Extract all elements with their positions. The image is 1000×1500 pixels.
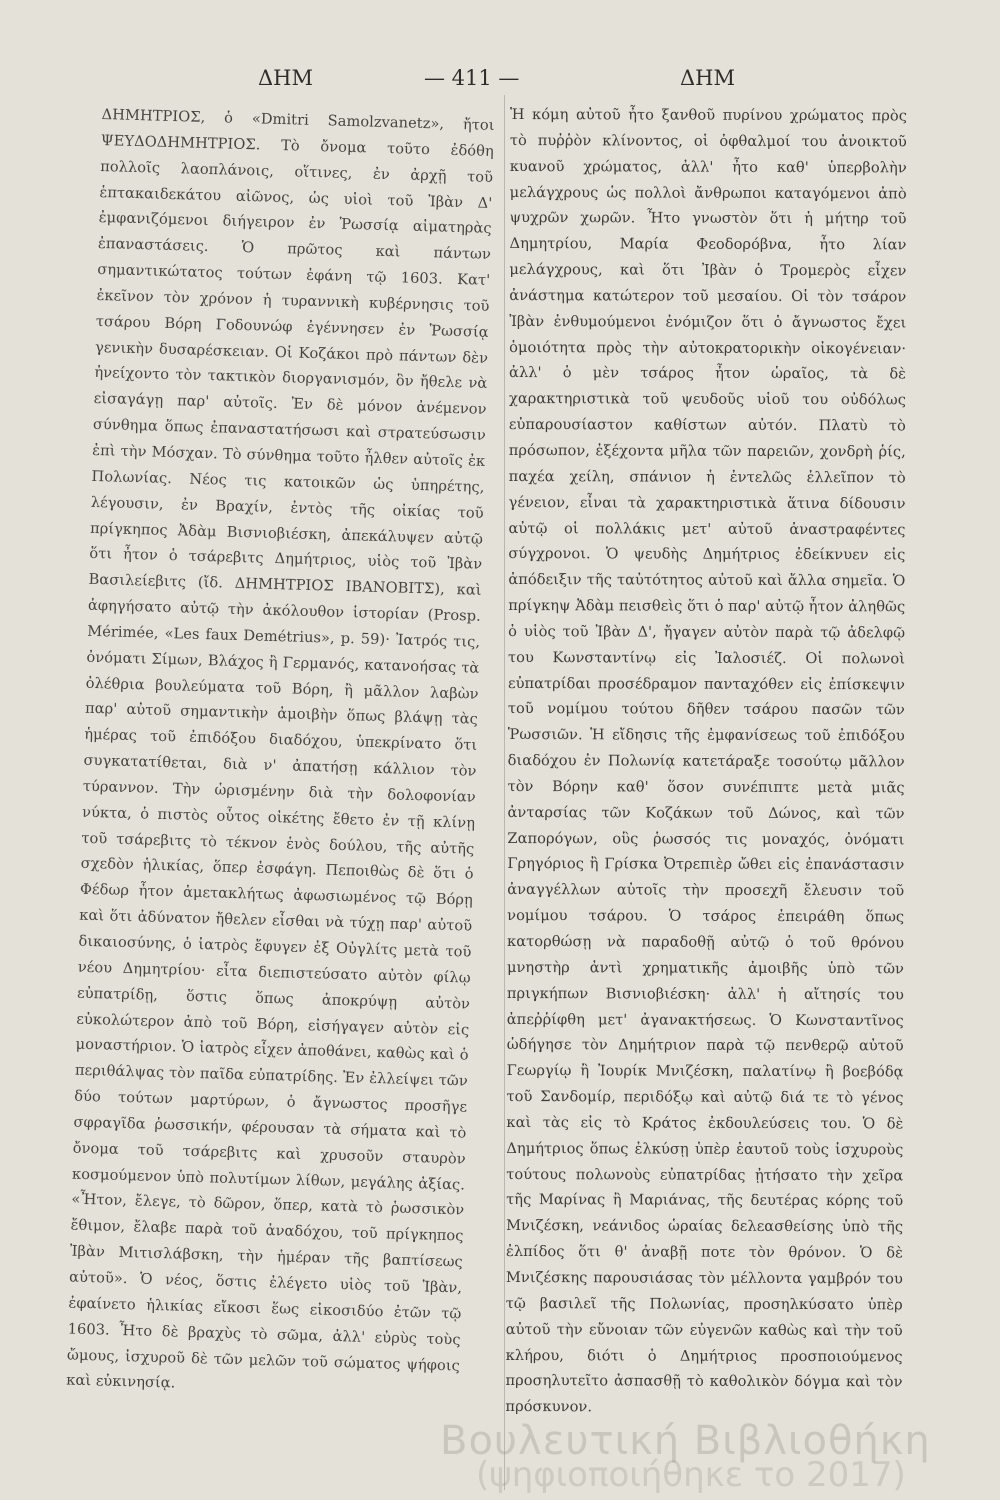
text-column-right: Ἡ κόμη αὐτοῦ ἦτο ξανθοῦ πυρίνου χρώματος πρὸς τὸ πυῤῥὸν κλίνοντος, οἱ ὀφθαλμοί του ἀνοικτοῦ κυανοῦ χρώματος, ἀλλ' ἦτο καθ' ὑπερβολὴν μελάγχρους ὡς πολλοὶ ἄνθρωποι καταγόμενοι ἀπὸ ψυχρῶν χωρῶν. Ἦτο γνωστὸν ὅτι ἡ μήτηρ τοῦ Δημητρίου, Μαρία Φεοδορόβνα, ἦτο λίαν μελάγχρους, καὶ ὅτι Ἰβὰν ὁ Τρομερὸς εἶχεν ἀνάστημα κατώτερον τοῦ μεσαίου. Οἱ τὸν τσάρον Ἰβὰν ἐνθυμούμενοι ἐνόμιζον ὅτι ὁ ἄγνωστος ἔχει ὁμοιότητα πρὸς τὴν αὐτοκρατορικὴν οἰκογένειαν· ἀλλ' ὁ μὲν τσάρος ἦτον ὡραῖος, τὰ δὲ χαρακτηριστικὰ τοῦ ψευδοῦς υἱοῦ του οὐδόλως εὐπαρουσίαστον καθίστων αὐτόν. Πλατὺ τὸ πρόσωπον, ἐξέχοντα μῆλα τῶν παρειῶν, χονδρὴ ῥίς, παχέα χείλη, σπάνιον ἡ ἐντελῶς ἐλλεῖπον τὸ γένειον, εἶναι τὰ χαρακτηριστικὰ ἅτινα δίδουσιν αὐτῷ οἱ πολλάκις μετ' αὐτοῦ ἀναστραφέντες σύγχρονοι. Ὁ ψευδὴς Δημήτριος ἐδείκνυεν εἰς ἀπόδειξιν τῆς ταὐτότητος αὐτοῦ καὶ ἄλλα σημεῖα. Ὁ πρίγκηψ Ἀδὰμ πεισθεὶς ὅτι ὁ παρ' αὐτῷ ἦτον ἀληθῶς ὁ υἱὸς τοῦ Ἰβὰν Δ', ἤγαγεν αὐτὸν παρὰ τῷ ἀδελφῷ του Κωνσταντίνῳ εἰς Ἰαλοσιέζ. Οἱ πολωνοὶ εὐπατρίδαι προσέδραμον πανταχόθεν εἰς ἐπίσκεψιν τοῦ νομίμου τούτου δῆθεν τσάρου πασῶν τῶν Ῥωσσιῶν. Ἡ εἴδησις τῆς ἐμφανίσεως τοῦ ἐπιδόξου διαδόχου ἐν Πολωνίᾳ κατετάραξε τοσούτῳ μᾶλλον τὸν Βόρην καθ' ὅσον συνέπιπτε μετὰ μιᾶς ἀνταρσίας τῶν Κοζάκων τοῦ Δώνος, καὶ τῶν Ζαπορόγων, οὓς ῥωσσός τις μοναχός, ὀνόματι Γρηγόριος ἢ Γρίσκα Ὀτρεπιὲρ ὤθει εἰς ἐπανάστασιν ἀναγγέλλων αὐτοῖς τὴν προσεχῆ ἔλευσιν τοῦ νομίμου τσάρου. Ὁ τσάρος ἐπειράθη ὅπως κατορθώσῃ νὰ παραδοθῇ αὐτῷ ὁ τοῦ θρόνου μνηστὴρ ἀντὶ χρηματικῆς ἀμοιβῆς ὑπὸ τῶν πριγκήπων Βισνιοβιέσκη· ἀλλ' ἡ αἴτησίς του ἀπεῤῥίφθη μετ' ἀγανακτήσεως. Ὁ Κωνσταντῖνος ὡδήγησε τὸν Δημήτριον παρὰ τῷ πενθερῷ αὐτοῦ Γεωργίῳ ἢ Ἰουρίκ Μνιζέσκη, παλατίνῳ ἢ βοεβόδᾳ τοῦ Σανδομίρ, περιδόξῳ καὶ αὐτῷ διά τε τὸ γένος καὶ τὰς εἰς τὸ Κράτος ἐκδουλεύσεις του. Ὁ δὲ Δημήτριος ὅπως ἑλκύσῃ ὑπὲρ ἑαυτοῦ τοὺς ἰσχυροὺς τούτους πολωνοὺς εὐπατρίδας ᾐτήσατο τὴν χεῖρα τῆς Μαρίνας ἢ Μαριάνας, τῆς δευτέρας κόρης τοῦ Μνιζέσκη, νεάνιδος ὡραίας δελεασθείσης ὑπὸ τῆς ἐλπίδος ὅτι θ' ἀναβῇ ποτε τὸν θρόνον. Ὁ δὲ Μνιζέσκης παρουσιάσας τὸν μέλλοντα γαμβρόν του τῷ βασιλεῖ τῆς Πολωνίας, προσηλκύσατο ὑπὲρ αὐτοῦ τὴν εὔνοιαν τῶν εὐγενῶν καθὼς καὶ τὴν τοῦ κλήρου, διότι ὁ Δημήτριος προσποιούμενος προσηλυτεῖτο ἀσπασθῇ τὸ καθολικὸν δόγμα καὶ τὸν πρόσκυνον. [505,105,907,1416]
text-column-left: ΔΗΜΗΤΡΙΟΣ, ὁ «Dmitri Samolzvanetz», ἤτοι ΨΕΥΔΟΔΗΜΗΤΡΙΟΣ. Τὸ ὄνομα τοῦτο ἐδόθη πολλοῖς λαοπλάνοις, οἵτινες, ἐν ἀρχῇ τοῦ ἑπτακαιδεκάτου αἰῶνος, ὡς υἱοὶ τοῦ Ἰβὰν Δ' ἐμφανιζόμενοι διήγειρον ἐν Ῥωσσίᾳ αἱματηρὰς ἐπαναστάσεις. Ὁ πρῶτος καὶ πάντων σημαντικώτατος τούτων ἐφάνη τῷ 1603. Κατ' ἐκεῖνον τὸν χρόνον ἡ τυραννικὴ κυβέρνησις τοῦ τσάρου Βόρη Γοδουνώφ ἐγέννησεν ἐν Ῥωσσίᾳ γενικὴν δυσαρέσκειαν. Οἱ Κοζάκοι πρὸ πάντων δὲν ἠνείχοντο τὸν τακτικὸν διοργανισμόν, ὃν ἤθελε νὰ εἰσαγάγῃ παρ' αὐτοῖς. Ἐν δὲ μόνον ἀνέμενον σύνθημα ὅπως ἐπαναστατήσωσι καὶ στρατεύσωσιν ἐπὶ τὴν Μόσχαν. Τὸ σύνθημα τοῦτο ἦλθεν αὐτοῖς ἐκ Πολωνίας. Νέος τις κατοικῶν ὡς ὑπηρέτης, λέγουσιν, ἐν Βραχίν, ἐντὸς τῆς οἰκίας τοῦ πρίγκηπος Ἀδὰμ Βισνιοβιέσκη, ἀπεκάλυψεν αὐτῷ ὅτι ἦτον ὁ τσάρεβιτς Δημήτριος, υἱὸς τοῦ Ἰβὰν Βασιλείεβιτς (ἴδ. ΔΗΜΗΤΡΙΟΣ ΙΒΑΝΟΒΙΤΣ), καὶ ἀφηγήσατο αὐτῷ τὴν ἀκόλουθον ἱστορίαν (Prosp. Mérimée, «Les faux Demétrius», p. 59)· Ἰατρός τις, ὀνόματι Σίμων, Βλάχος ἢ Γερμανός, κατανοήσας τὰ ὀλέθρια βουλεύματα τοῦ Βόρη, ἢ μᾶλλον λαβὼν παρ' αὐτοῦ σημαντικὴν ἀμοιβὴν ὅπως βλάψῃ τὰς ἡμέρας τοῦ ἐπιδόξου διαδόχου, ὑπεκρίνατο ὅτι συγκατατίθεται, διὰ ν' ἀπατήσῃ κάλλιον τὸν τύραννον. Τὴν ὡρισμένην διὰ τὴν δολοφονίαν νύκτα, ὁ πιστὸς οὗτος οἰκέτης ἔθετο ἐν τῇ κλίνῃ τοῦ τσάρεβιτς τὸ τέκνον ἑνὸς δούλου, τῆς αὐτῆς σχεδὸν ἡλικίας, ὅπερ ἐσφάγη. Πεποιθὼς δὲ ὅτι ὁ Φέδωρ ἦτον ἀμετακλήτως ἀφωσιωμένος τῷ Βόρῃ καὶ ὅτι ἀδύνατον ἤθελεν εἶσθαι νὰ τύχῃ παρ' αὐτοῦ δικαιοσύνης, ὁ ἰατρὸς ἔφυγεν ἐξ Οὐγλίτς μετὰ τοῦ νέου Δημητρίου· εἶτα διεπιστεύσατο αὐτὸν φίλῳ εὐπατρίδῃ, ὅστις ὅπως ἀποκρύψῃ αὐτὸν εὐκολώτερον ἀπὸ τοῦ Βόρη, εἰσήγαγεν αὐτὸν εἰς μοναστήριον. Ὁ ἰατρὸς εἶχεν ἀποθάνει, καθὼς καὶ ὁ περιθάλψας τὸν παῖδα εὐπατρίδης. Ἐν ἐλλείψει τῶν δύο τούτων μαρτύρων, ὁ ἄγνωστος προσῆγε σφραγῖδα ῥωσσικήν, φέρουσαν τὰ σήματα καὶ τὸ ὄνομα τοῦ τσάρεβιτς καὶ χρυσοῦν σταυρὸν κοσμούμενον ὑπὸ πολυτίμων λίθων, μεγάλης ἀξίας. «Ἦτον, ἔλεγε, τὸ δῶρον, ὅπερ, κατὰ τὸ ῥωσσικὸν ἔθιμον, ἔλαβε παρὰ τοῦ ἀναδόχου, τοῦ πρίγκηπος Ἰβὰν Μιτισλάβσκη, τὴν ἡμέραν τῆς βαπτίσεως αὐτοῦ». Ὁ νέος, ὅστις ἐλέγετο υἱὸς τοῦ Ἰβὰν, ἐφαίνετο ἡλικίας εἴκοσι ἕως εἰκοσιδύο ἐτῶν τῷ 1603. Ἦτο δὲ βραχὺς τὸ σῶμα, ἀλλ' εὐρὺς τοὺς ὤμους, ἰσχυροῦ δὲ τῶν μελῶν τοῦ σώματος ψήφοις καὶ εὐκινησίᾳ. [66,105,495,1392]
page-number: — 411 — [424,66,520,90]
library-watermark-subline: (ψηφιοποιήθηκε το 2017) [476,1455,906,1495]
running-header [0,66,1000,96]
header-right-word: ΔΗΜ [680,66,735,90]
library-watermark: Βουλευτική Βιβλιοθήκη [440,1418,931,1464]
header-left-word: ΔΗΜ [258,66,313,90]
column-divider [504,95,505,1490]
